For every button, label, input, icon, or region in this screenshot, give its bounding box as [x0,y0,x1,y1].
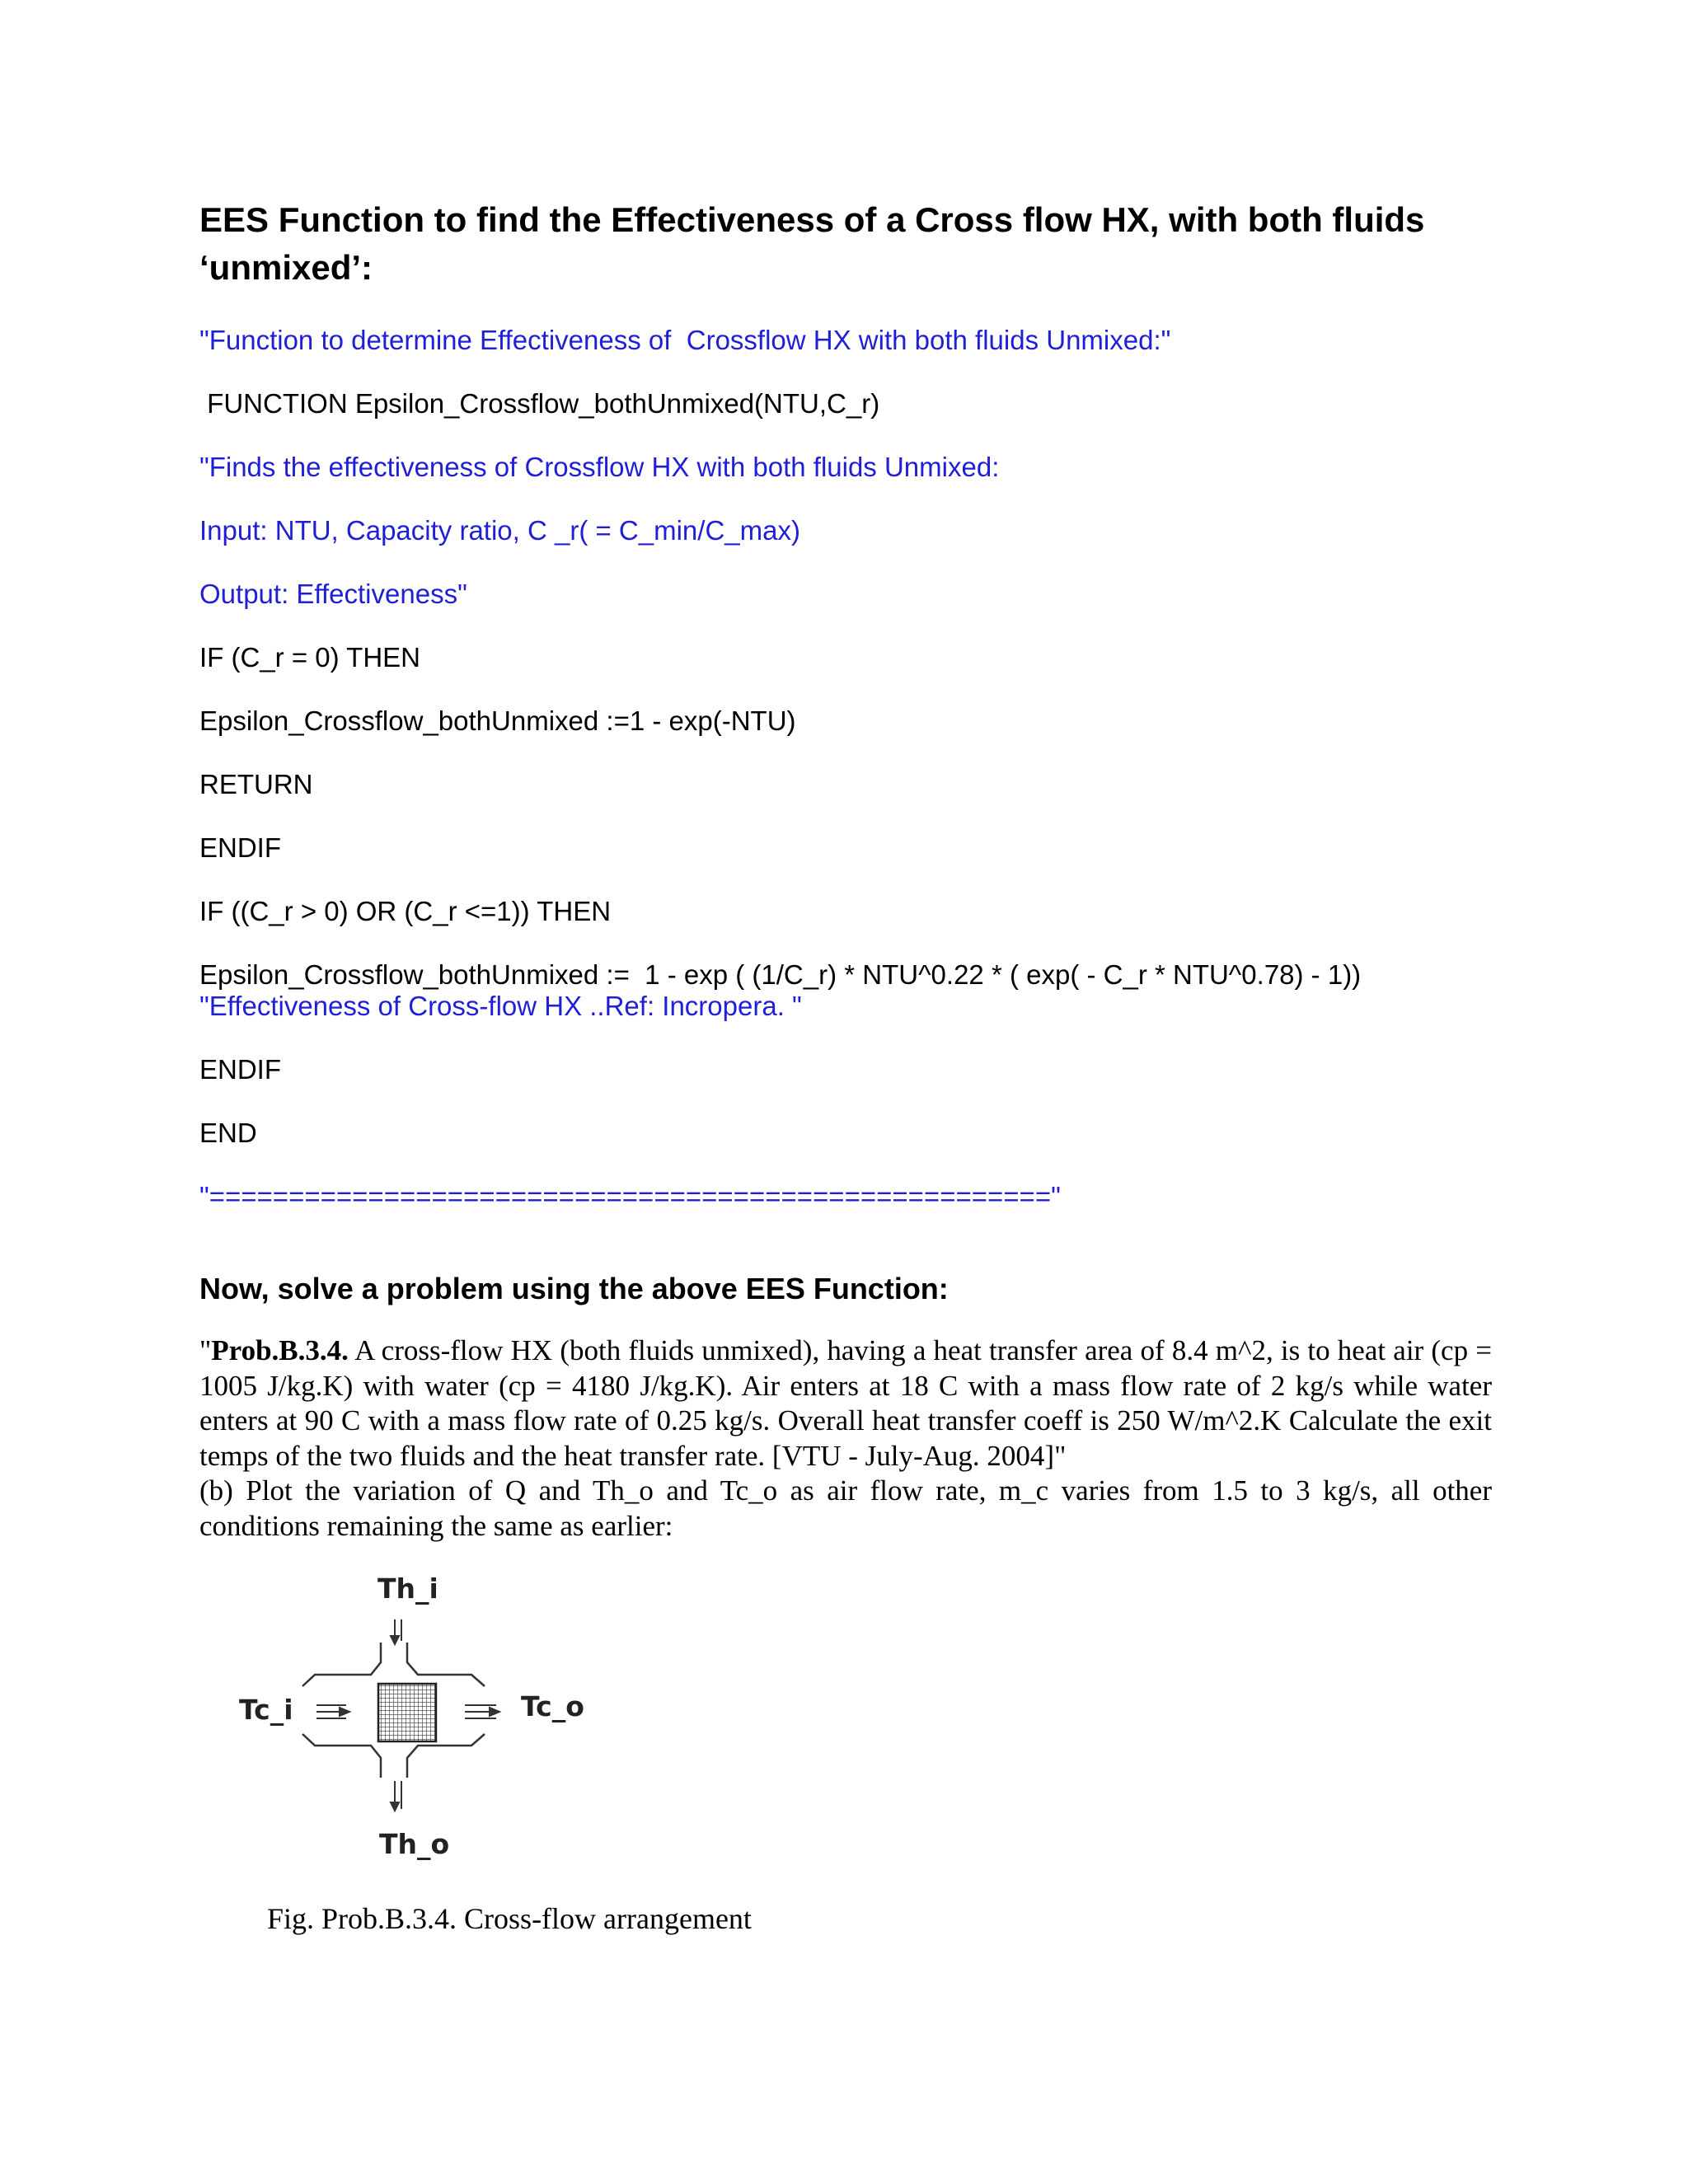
problem-label: Prob.B.3.4. [211,1334,349,1366]
code-comment-line: "Finds the effectiveness of Crossflow HX with both fluids Unmixed: [199,452,1000,482]
page-title: EES Function to find the Effectiveness of a Cross flow HX, with both fluids ‘unmixed’: [199,200,1425,287]
problem-part-b: (b) Plot the variation of Q and Th_o and Tc_o as air flow rate, m_c varies from 1.5 to 3 kg/s, all other conditions remaining the same as earlier: [199,1474,1492,1542]
code-separator: "=====================================================" [199,1181,1061,1212]
code-comment-line: "Function to determine Effectiveness of Crossflow HX with both fluids Unmixed:" [199,325,1171,355]
code-line: Epsilon_Crossflow_bothUnmixed := 1 - exp ( (1/C_r) * NTU^0.22 * ( exp( - C_r * NTU^0.78) - 1)) [199,959,1362,990]
code-line: END [199,1118,257,1148]
problem-statement [199,1333,1492,1544]
label-tc-out: Tc_o [521,1690,584,1722]
label-th-in: Th_i [377,1572,438,1605]
code-line: Epsilon_Crossflow_bothUnmixed :=1 - exp(-NTU) [199,705,796,736]
crossflow-diagram [224,1570,612,1877]
label-tc-in: Tc_i [239,1694,293,1726]
hx-core-matrix [378,1684,436,1741]
code-line: IF (C_r = 0) THEN [199,642,421,673]
code-line: RETURN [199,769,313,799]
problem-paragraph [199,1333,1492,1474]
cold-inlet-arrows [316,1705,349,1718]
problem-text: A cross-flow HX (both fluids unmixed), having a heat transfer area of 8.4 m^2, is to heat air (cp = 1005 J/kg.K) with water (cp = 4180 J/kg.K). Air enters at 18 C with a mass flow rate of 2 kg/s while water enters at 90 C with a mass flow rate of 0.25 kg/s. Overall heat transfer coeff is 250 W/m^2.K Calculate the exit temps of the two fluids and the heat transfer rate. [VTU - July-Aug. 2004]" [199,1334,1492,1472]
code-comment-line: "Effectiveness of Cross-flow HX ..Ref: Incropera. " [199,991,802,1021]
code-line: ENDIF [199,832,281,863]
cold-outlet-arrows [465,1705,499,1718]
code-line: ENDIF [199,1054,281,1085]
hot-outlet-arrows [391,1781,401,1811]
crossflow-figure [224,1570,612,1877]
label-th-out: Th_o [379,1828,450,1860]
hot-inlet-arrows [391,1619,401,1644]
code-line: IF ((C_r > 0) OR (C_r <=1)) THEN [199,896,612,926]
problem-quote: " [199,1334,212,1366]
code-comment-line: Output: Effectiveness" [199,579,467,609]
section-subheading: Now, solve a problem using the above EES Function: [199,1272,949,1305]
figure-caption: Fig. Prob.B.3.4. Cross-flow arrangement [267,1902,752,1935]
code-comment-line: Input: NTU, Capacity ratio, C _r( = C_min/C_max) [199,515,800,546]
code-function-declaration: FUNCTION Epsilon_Crossflow_bothUnmixed(NTU,C_r) [199,388,880,419]
